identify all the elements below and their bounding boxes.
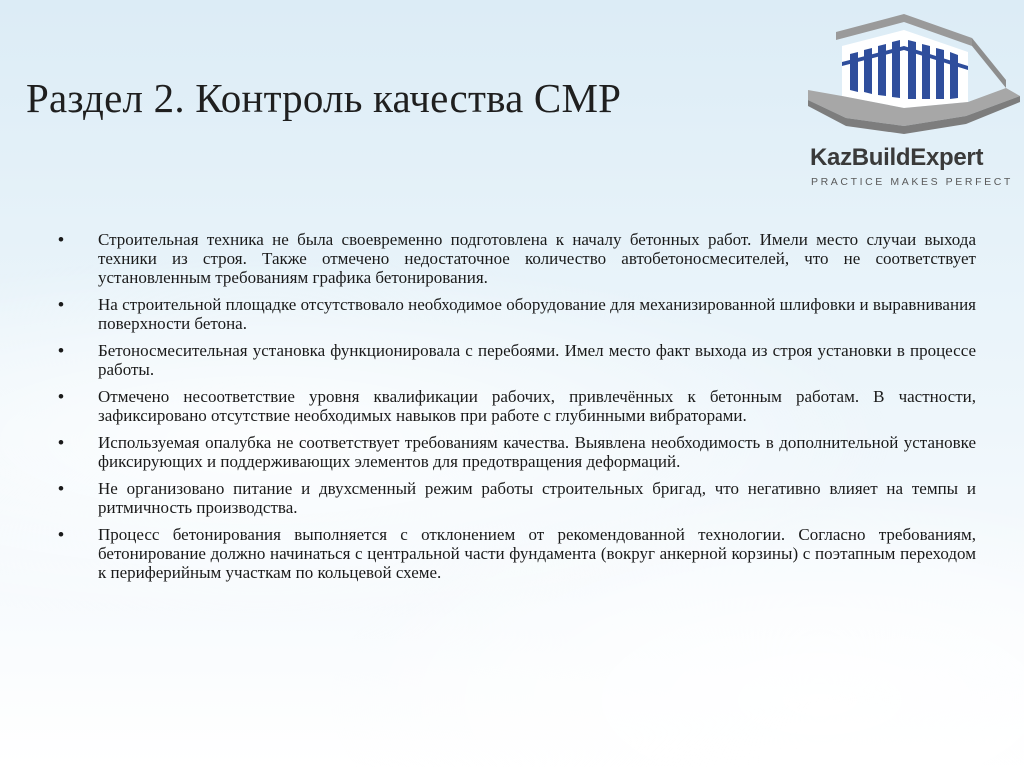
list-item (58, 341, 976, 379)
list-item (58, 295, 976, 333)
list-item (58, 525, 976, 582)
logo-brand-text: KazBuildExpert (810, 144, 984, 171)
bullet-marker: • (58, 387, 64, 406)
list-item (58, 433, 976, 471)
list-item-text: Строительная техника не была своевременно подготовлена к началу бетонных работ. Имели место случаи выхода техники из строя. Также отмечено недостаточное количество автобетоносмесителей, что не соответствует установленным требованиям графика бетонирования. (98, 230, 976, 287)
list-item-text: Бетоносмесительная установка функционировала с перебоями. Имел место факт выхода из строя установки в процессе работы. (98, 341, 976, 379)
logo-tagline: PRACTICE MAKES PERFECT (811, 176, 1013, 188)
list-item-text: Используемая опалубка не соответствует требованиям качества. Выявлена необходимость в дополнительной установке фиксирующих и поддерживающих элементов для предотвращения деформаций. (98, 433, 976, 471)
list-item (58, 230, 976, 287)
bullet-marker: • (58, 479, 64, 498)
list-item (58, 387, 976, 425)
list-item (58, 479, 976, 517)
list-item-text: Процесс бетонирования выполняется с отклонением от рекомендованной технологии. Согласно требованиям, бетонирование должно начинаться с центральной части фундамента (вокруг анкерной корзины) с поэтапным переходом к периферийным участкам по кольцевой схеме. (98, 525, 976, 582)
list-item-text: На строительной площадке отсутствовало необходимое оборудование для механизированной шлифовки и выравнивания поверхности бетона. (98, 295, 976, 333)
list-item-text: Не организовано питание и двухсменный режим работы строительных бригад, что негативно влияет на темпы и ритмичность производства. (98, 479, 976, 517)
company-logo (806, 4, 1024, 192)
bullet-marker: • (58, 295, 64, 314)
slide-title: Раздел 2. Контроль качества СМР (26, 75, 622, 121)
findings-list (58, 230, 976, 590)
list-item-text: Отмечено несоответствие уровня квалификации рабочих, привлечённых к бетонным работам. В частности, зафиксировано отсутствие необходимых навыков при работе с глубинными вибраторами. (98, 387, 976, 425)
bullet-marker: • (58, 341, 64, 360)
bullet-marker: • (58, 230, 64, 249)
bullet-marker: • (58, 433, 64, 452)
bullet-marker: • (58, 525, 64, 544)
building-logo-icon (806, 4, 1024, 144)
